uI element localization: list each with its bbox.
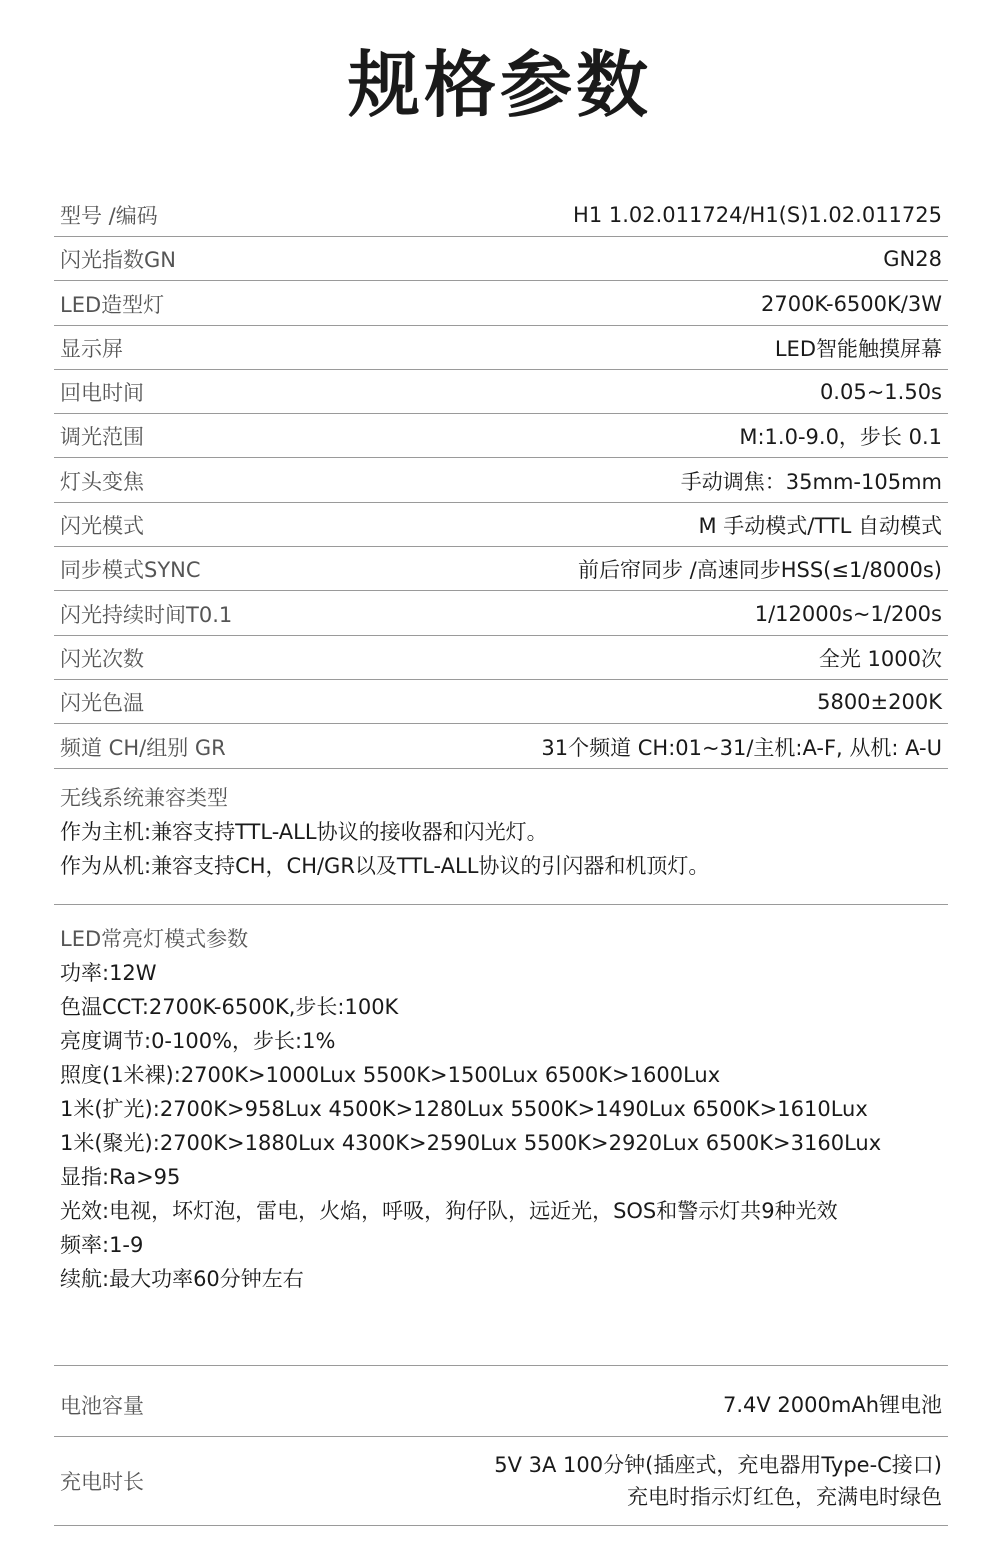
charging-row [54, 1446, 948, 1516]
led-mode-section [54, 922, 948, 1296]
spec-row [54, 548, 948, 591]
spec-label: 同步模式SYNC [60, 558, 201, 583]
charging-value [494, 1449, 942, 1513]
spec-value: 1/12000s~1/200s [754, 601, 942, 626]
divider [54, 1365, 948, 1366]
spec-value: 手动调焦：35mm-105mm [680, 469, 942, 494]
led-mode-line: 亮度调节:0-100%，步长:1% [60, 1029, 336, 1053]
battery-label: 电池容量 [60, 1394, 144, 1418]
divider [54, 1436, 948, 1437]
spec-value: 2700K-6500K/3W [760, 291, 942, 316]
spec-value: 5800±200K [817, 690, 942, 715]
spec-row [54, 681, 948, 724]
spec-row [54, 283, 948, 326]
spec-row [54, 194, 948, 237]
led-mode-line: 1米(扩光):2700K>958Lux 4500K>1280Lux 5500K>1490Lux 6500K>1610Lux [60, 1097, 868, 1121]
spec-row [54, 460, 948, 503]
spec-label: 闪光色温 [60, 691, 144, 716]
spec-row [54, 593, 948, 636]
spec-row [54, 238, 948, 281]
spec-value: 全光 1000次 [818, 646, 942, 671]
spec-value: GN28 [883, 247, 942, 272]
led-mode-line: 功率:12W [60, 961, 157, 985]
led-mode-line: 显指:Ra>95 [60, 1165, 181, 1189]
led-mode-line: 1米(聚光):2700K>1880Lux 4300K>2590Lux 5500K>2920Lux 6500K>3160Lux [60, 1131, 882, 1155]
spec-value: H1 1.02.011724/H1(S)1.02.011725 [573, 203, 942, 227]
spec-label: 回电时间 [60, 381, 144, 406]
spec-value: 0.05~1.50s [819, 380, 942, 405]
battery-value: 7.4V 2000mAh锂电池 [722, 1393, 942, 1417]
led-mode-heading: LED常亮灯模式参数 [60, 927, 249, 951]
spec-row [54, 371, 948, 414]
spec-label: 闪光模式 [60, 514, 144, 539]
spec-label: 型号 /编码 [60, 204, 158, 228]
spec-value: M:1.0-9.0，步长 0.1 [739, 425, 942, 450]
spec-value: M 手动模式/TTL 自动模式 [698, 514, 942, 539]
spec-label: 闪光次数 [60, 646, 144, 671]
spec-row [54, 327, 948, 370]
spec-label: 显示屏 [60, 336, 123, 361]
spec-label: 调光范围 [60, 425, 144, 450]
divider [54, 1525, 948, 1526]
spec-table [54, 194, 948, 770]
spec-row [54, 637, 948, 680]
led-mode-line: 续航:最大功率60分钟左右 [60, 1267, 304, 1291]
battery-row [54, 1380, 948, 1430]
wireless-line: 作为主机:兼容支持TTL-ALL协议的接收器和闪光灯。 [60, 820, 548, 844]
charging-value-line: 充电时指示灯红色，充满电时绿色 [627, 1485, 942, 1509]
spec-row [54, 504, 948, 547]
spec-value: 前后帘同步 /高速同步HSS(≤1/8000s) [577, 558, 942, 583]
spec-value: 31个频道 CH:01~31/主机:A-F, 从机: A-U [541, 735, 942, 760]
spec-row [54, 726, 948, 769]
spec-label: 频道 CH/组别 GR [60, 735, 226, 760]
spec-label: 闪光持续时间T0.1 [60, 602, 233, 627]
divider [54, 904, 948, 905]
spec-label: 闪光指数GN [60, 248, 176, 273]
wireless-line: 作为从机:兼容支持CH，CH/GR以及TTL-ALL协议的引闪器和机顶灯。 [60, 854, 710, 878]
charging-value-line: 5V 3A 100分钟(插座式，充电器用Type-C接口) [494, 1453, 942, 1477]
spec-label: 灯头变焦 [60, 469, 144, 494]
led-mode-line: 频率:1-9 [60, 1233, 144, 1257]
led-mode-line: 照度(1米裸):2700K>1000Lux 5500K>1500Lux 6500K>1600Lux [60, 1063, 721, 1087]
led-mode-line: 光效:电视，坏灯泡，雷电，火焰，呼吸，狗仔队，远近光，SOS和警示灯共9种光效 [60, 1199, 838, 1223]
charging-label: 充电时长 [60, 1470, 144, 1494]
spec-label: LED造型灯 [60, 292, 165, 317]
spec-row [54, 415, 948, 458]
wireless-section [54, 781, 948, 883]
page-title: 规格参数 [347, 43, 652, 127]
spec-value: LED智能触摸屏幕 [774, 336, 942, 361]
wireless-heading: 无线系统兼容类型 [60, 786, 228, 810]
led-mode-line: 色温CCT:2700K-6500K,步长:100K [60, 995, 399, 1019]
